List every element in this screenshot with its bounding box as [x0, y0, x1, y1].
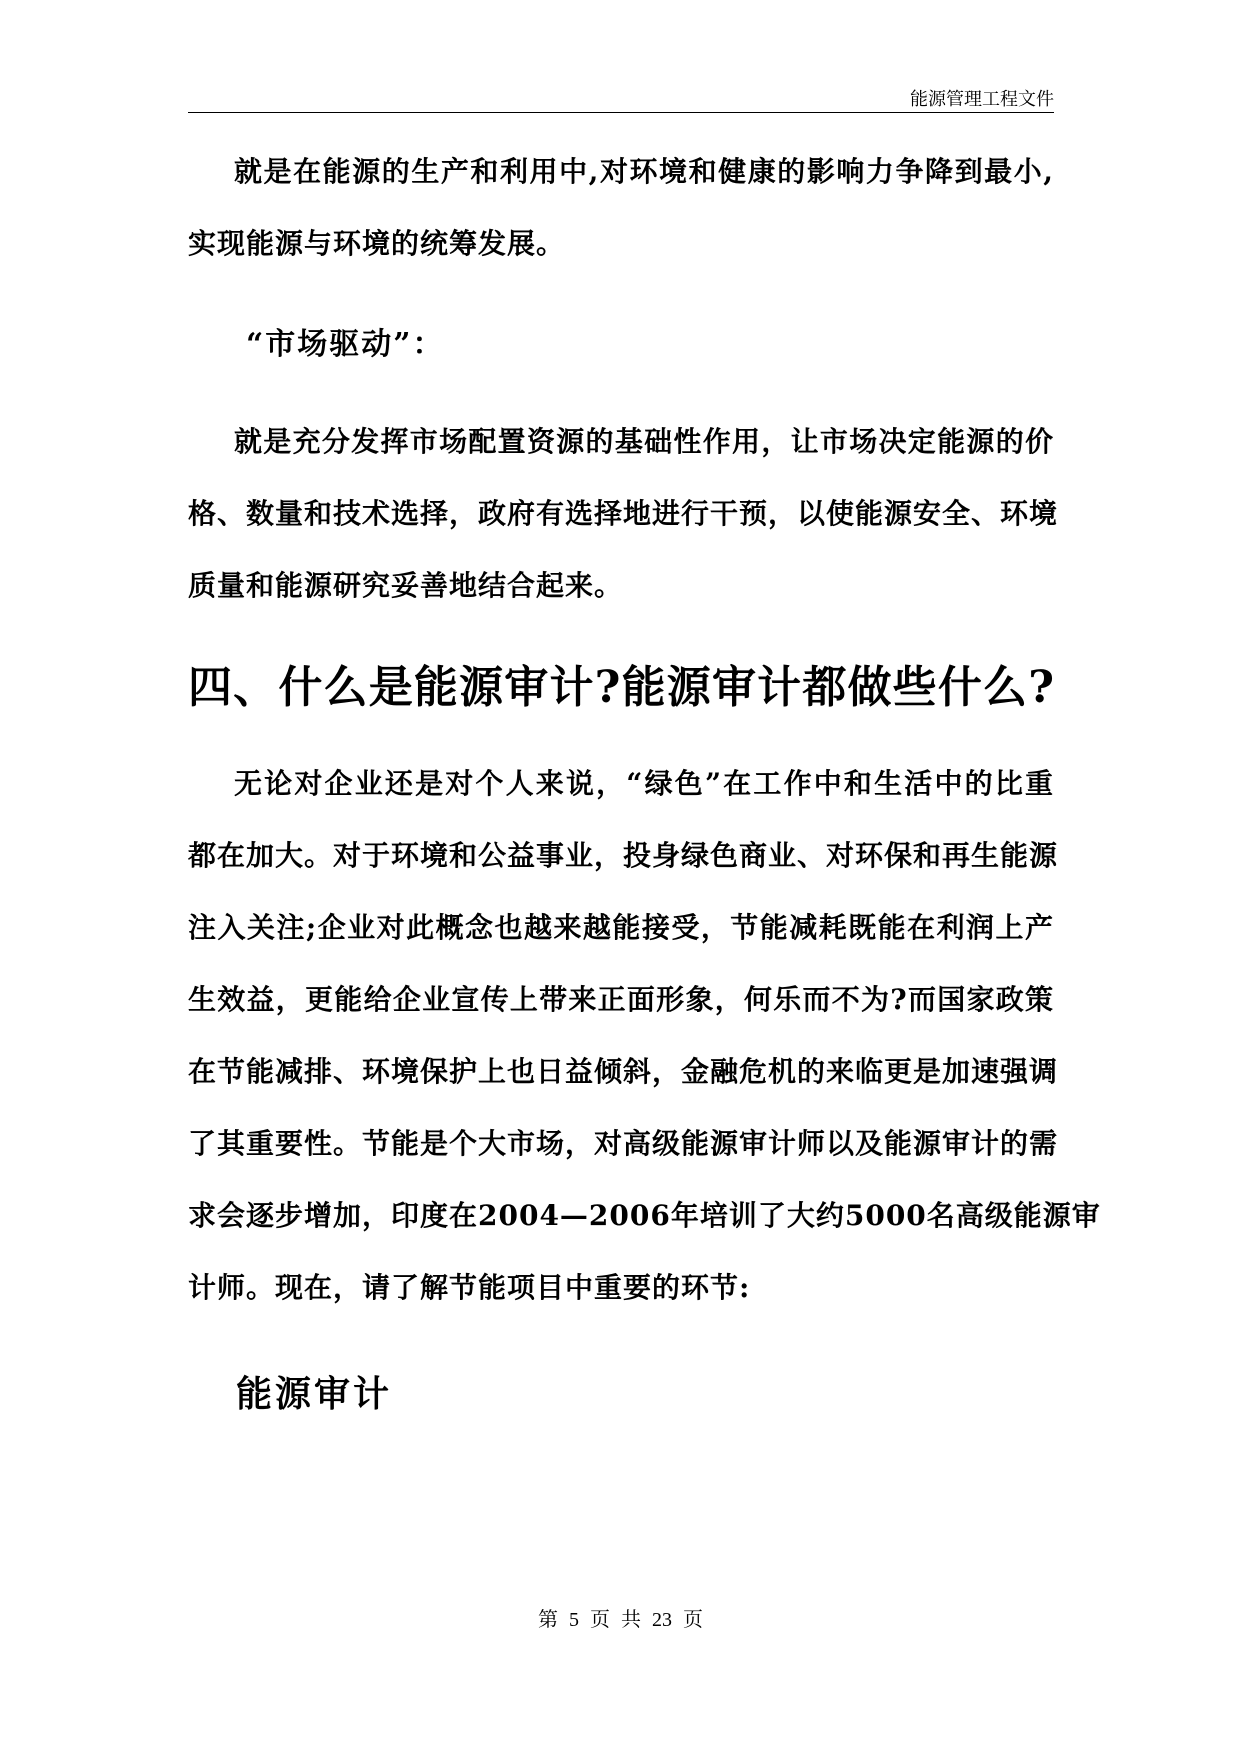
paragraph-line: 就是在能源的生产和利用中,对环境和健康的影响力争降到最小,	[234, 155, 1054, 188]
sub-heading: 能源审计	[236, 1373, 393, 1415]
paragraph-line: 注入关注;企业对此概念也越来越能接受，节能减耗既能在利润上产	[188, 911, 1054, 944]
market-driven-label: “市场驱动”：	[246, 327, 445, 362]
paragraph-line: 无论对企业还是对个人来说，“绿色”在工作中和生活中的比重	[234, 767, 1054, 800]
paragraph-line: 计师。现在，请了解节能项目中重要的环节:	[188, 1271, 751, 1304]
running-header: 能源管理工程文件	[910, 89, 1054, 109]
paragraph-line: 在节能减排、环境保护上也日益倾斜，金融危机的来临更是加速强调	[188, 1055, 1059, 1088]
header-divider	[188, 112, 1054, 113]
paragraph-line: 生效益，更能给企业宣传上带来正面形象，何乐而不为?而国家政策	[188, 983, 1054, 1016]
section-heading: 四、什么是能源审计?能源审计都做些什么?	[188, 662, 1054, 713]
page-number-footer: 第 5 页 共 23 页	[538, 1609, 703, 1631]
paragraph-line: 求会逐步增加，印度在2004—2006年培训了大约5000名高级能源审	[188, 1199, 1101, 1232]
paragraph-line: 格、数量和技术选择，政府有选择地进行干预，以使能源安全、环境	[188, 497, 1059, 530]
paragraph-line: 实现能源与环境的统筹发展。	[188, 227, 566, 260]
paragraph-line: 质量和能源研究妥善地结合起来。	[188, 569, 624, 602]
paragraph-line: 了其重要性。节能是个大市场，对高级能源审计师以及能源审计的需	[188, 1127, 1059, 1160]
paragraph-line: 都在加大。对于环境和公益事业，投身绿色商业、对环保和再生能源	[188, 839, 1059, 872]
paragraph-line: 就是充分发挥市场配置资源的基础性作用，让市场决定能源的价	[234, 425, 1054, 458]
